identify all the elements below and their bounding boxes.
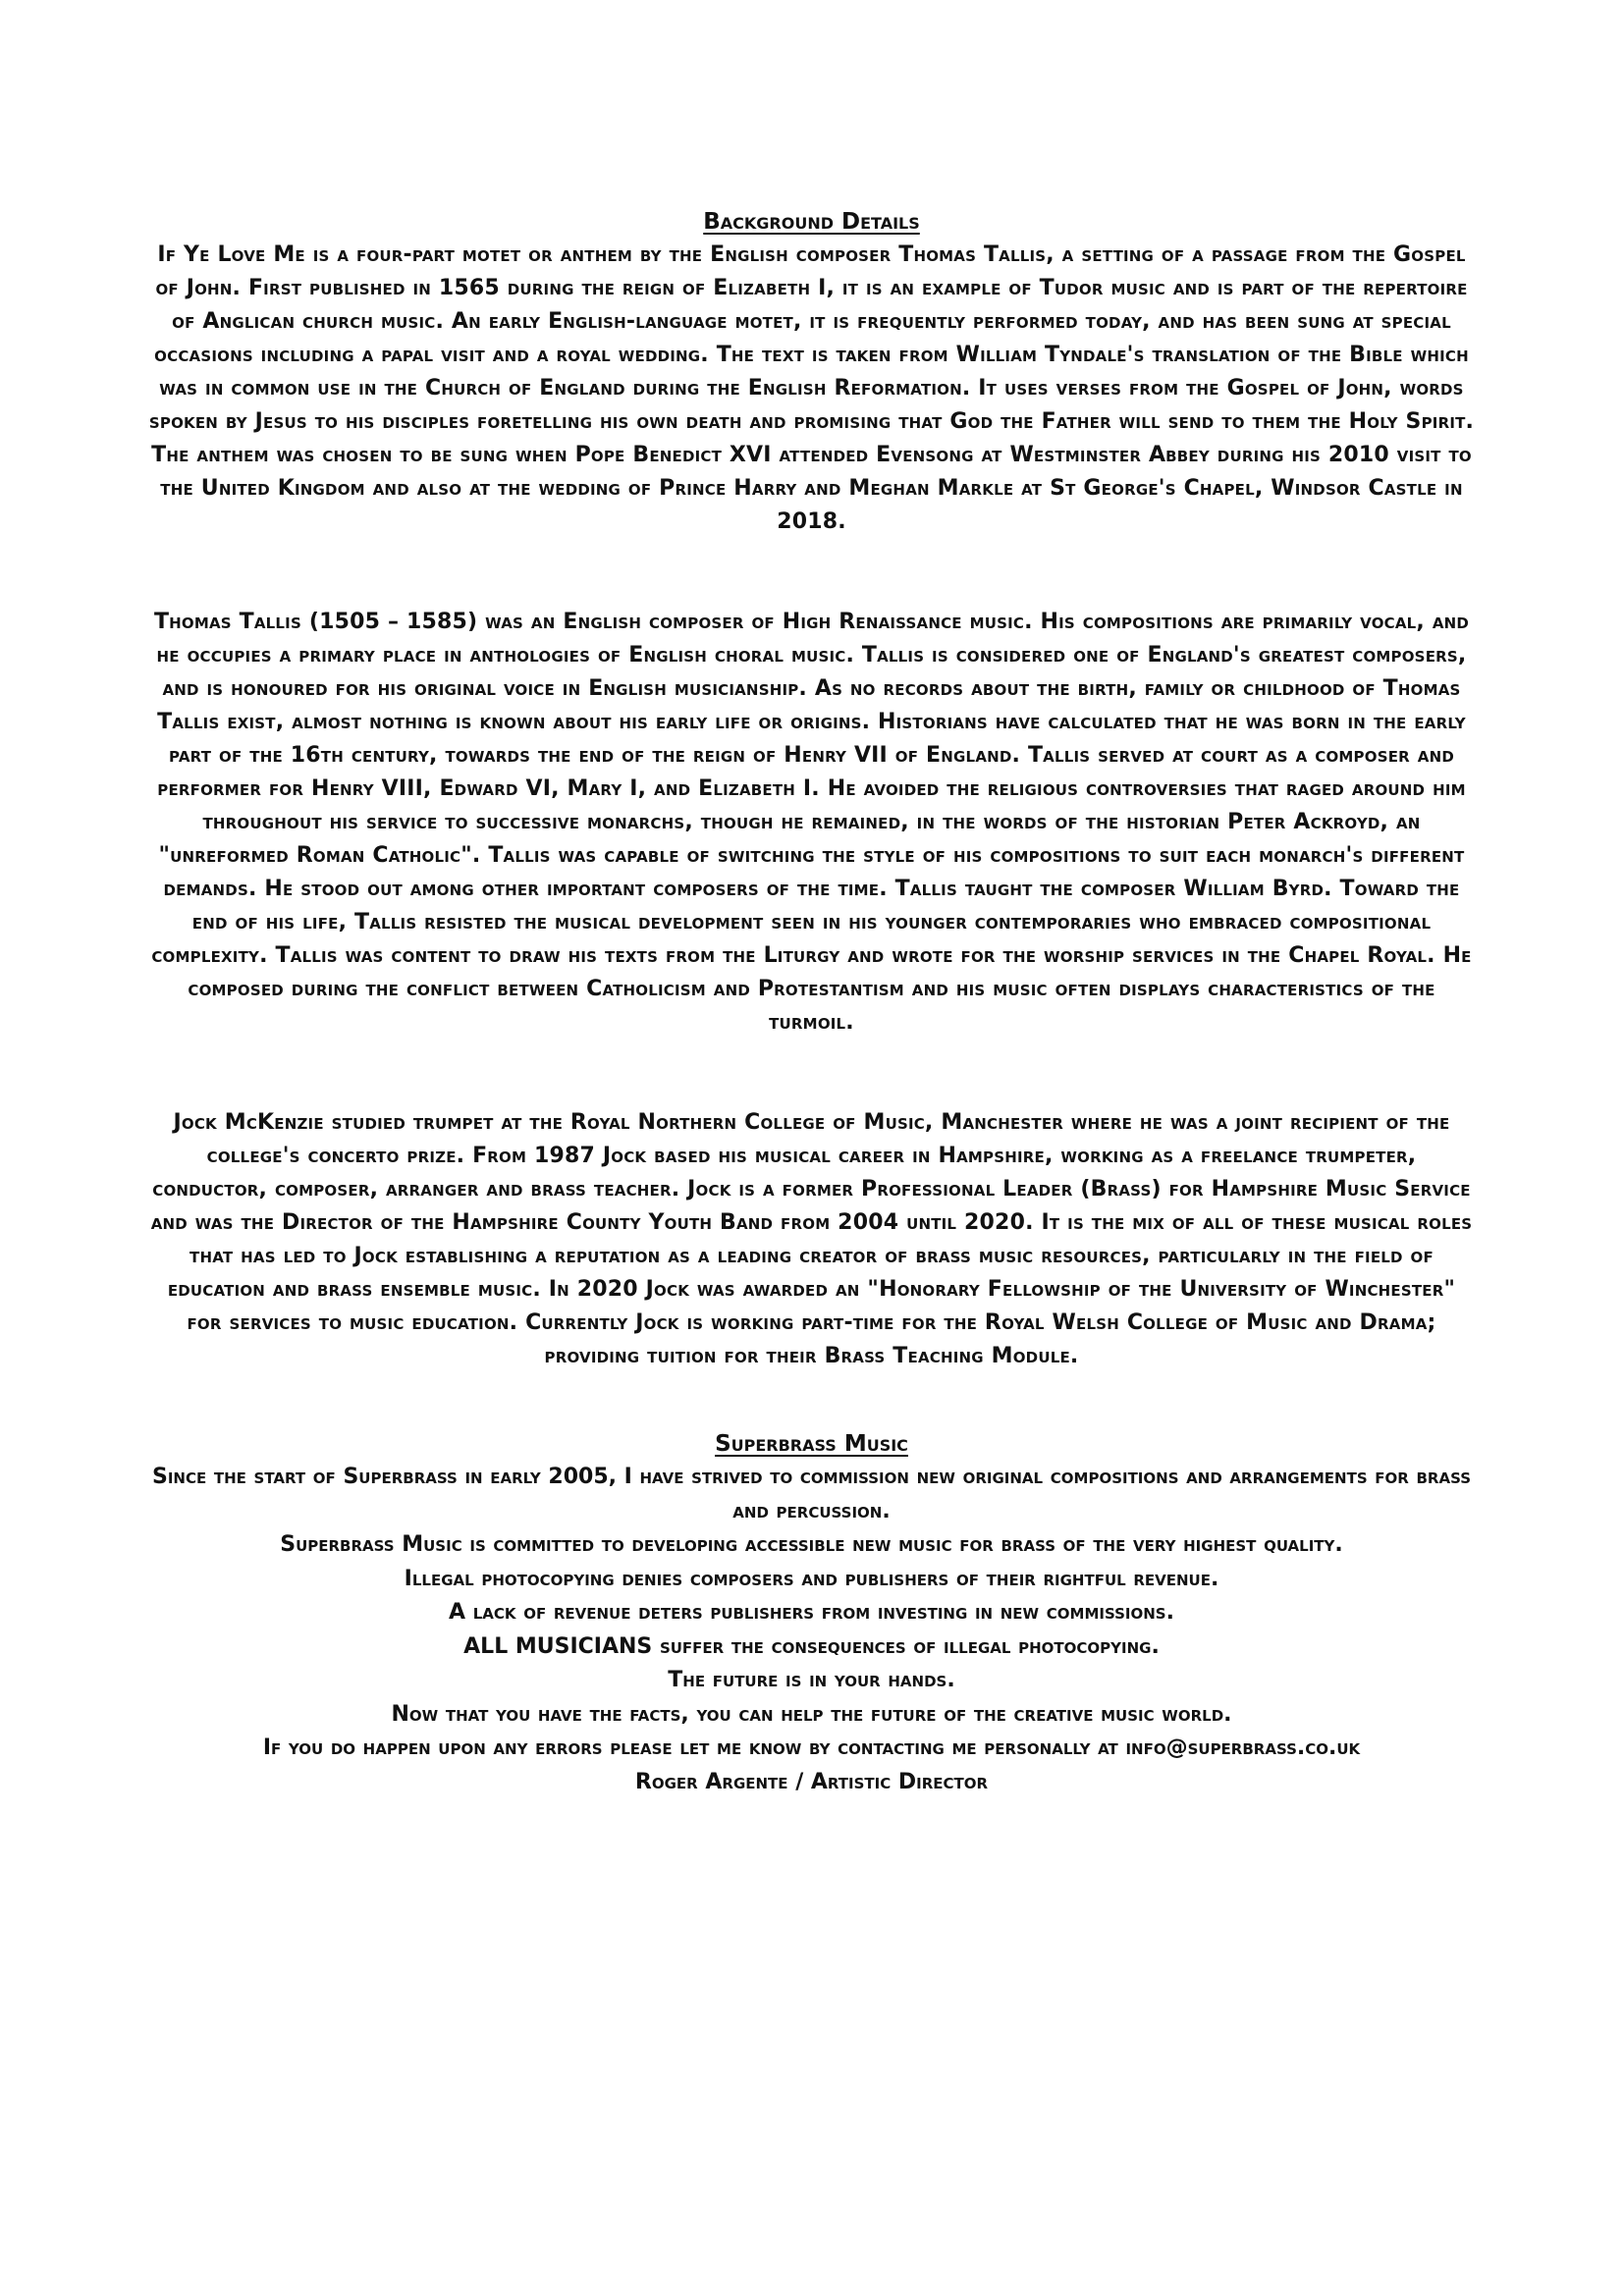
errors-contact-line: If you do happen upon any errors please let me know by contacting me personally at info@superbrass.co.uk [262,1735,1361,1760]
document-page [147,206,1476,1799]
all-musicians-rest: suffer the consequences of illegal photocopying. [652,1633,1160,1659]
jock-mckenzie-paragraph: Jock McKenzie studied trumpet at the Royal Northern College of Music, Manchester where he was a joint recipient of the college's concerto prize. From 1987 Jock based his musical career in Hampshire, working as a freelance trumpeter, conductor, composer, arranger and brass teacher. Jock is a former Professional Leader (Brass) for Hampshire Music Service and was the Director of the Hampshire County Youth Band from 2004 until 2020. It is the mix of all of these musical roles that has led to Jock establishing a reputation as a leading creator of brass music resources, particularly in the field of education and brass ensemble music. In 2020 Jock was awarded an "Honorary Fellowship of the University of Winchester" for services to music education. Currently Jock is working part-time for the Royal Welsh College of Music and Drama; providing tuition for their Brass Teaching Module. [150,1110,1473,1368]
if-ye-love-me-paragraph: If Ye Love Me is a four-part motet or anthem by the English composer Thomas Tallis, a setting of a passage from the Gospel of John. First published in 1565 during the reign of Elizabeth I, it is an example of Tudor music and is part of the repertoire of Anglican church music. An early English-language motet, it is frequently performed today, and has been sung at special occasions including a papal visit and a royal wedding. The text is taken from William Tyndale's translation of the Bible which was in common use in the Church of England during the English Reformation. It uses verses from the Gospel of John, words spoken by Jesus to his disciples foretelling his own death and promising that God the Father will send to them the Holy Spirit. The anthem was chosen to be sung when Pope Benedict XVI attended Evensong at Westminster Abbey during his 2010 visit to the United Kingdom and also at the wedding of Prince Harry and Meghan Markle at St George's Chapel, Windsor Castle in 2018. [148,242,1475,534]
illegal-photocopying-line: Illegal photocopying denies composers and publishers of their rightful revenue. [404,1566,1219,1591]
thomas-tallis-paragraph: Thomas Tallis (1505 – 1585) was an English composer of High Renaissance music. His compositions are primarily vocal, and he occupies a primary place in anthologies of English choral music. Tallis is considered one of England's greatest composers, and is honoured for his original voice in English musicianship. As no records about the birth, family or childhood of Thomas Tallis exist, almost nothing is known about his early life or origins. Historians have calculated that he was born in the early part of the 16th century, towards the end of the reign of Henry VII of England. Tallis served at court as a composer and performer for Henry VIII, Edward VI, Mary I, and Elizabeth I. He avoided the religious controversies that raged around him throughout his service to successive monarchs, though he remained, in the words of the historian Peter Ackroyd, an "unreformed Roman Catholic". Tallis was capable of switching the style of his compositions to suit each monarch's different demands. He stood out among other important composers of the time. Tallis taught the composer William Byrd. Toward the end of his life, Tallis resisted the musical development seen in his younger contemporaries who embraced compositional complexity. Tallis was content to draw his texts from the Liturgy and wrote for the worship services in the Chapel Royal. He composed during the conflict between Catholicism and Protestantism and his music often displays characteristics of the turmoil. [151,610,1472,1035]
all-musicians-emphasis: ALL MUSICIANS [463,1633,653,1659]
future-line: The future is in your hands. [668,1668,955,1692]
superbrass-music-heading: Superbrass Music [715,1431,908,1457]
background-details-heading: Background Details [703,209,920,235]
all-musicians-line [147,1630,1476,1665]
section-spacer [147,1373,1476,1428]
paragraph-spacer [147,1040,1476,1106]
signature-line: Roger Argente / Artistic Director [634,1769,989,1794]
paragraph-spacer [147,539,1476,606]
facts-line: Now that you have the facts, you can help the future of the creative music world. [391,1701,1232,1727]
revenue-line: A lack of revenue deters publishers from investing in new commissions. [449,1600,1174,1625]
superbrass-committed-line: Superbrass Music is committed to developing accessible new music for brass of the very highest quality. [280,1532,1343,1557]
superbrass-commission-line: Since the start of Superbrass in early 2005, I have strived to commission new original compositions and arrangements for brass and percussion. [151,1465,1472,1523]
